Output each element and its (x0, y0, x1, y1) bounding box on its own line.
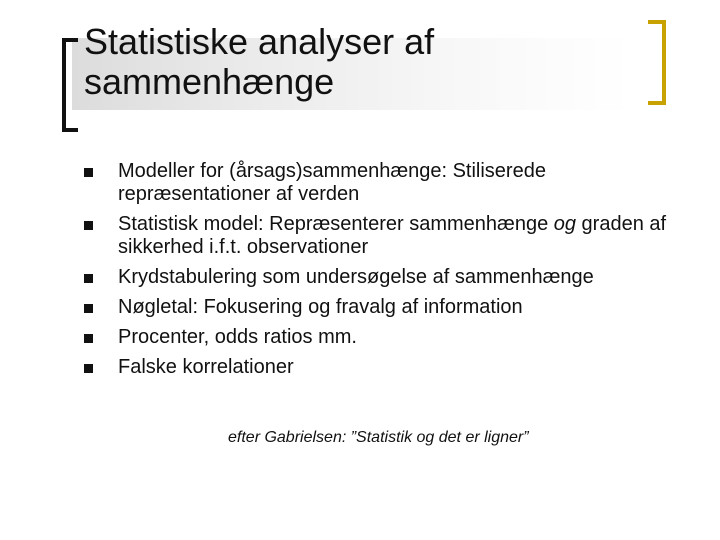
right-bracket-decoration (648, 20, 666, 105)
bullet-text: Falske korrelationer (118, 356, 294, 378)
left-bracket-decoration (62, 38, 78, 132)
bullet-text-part: graden af sikkerhed i.f.t. observationer (118, 213, 667, 258)
square-bullet-icon (84, 364, 93, 373)
bullet-text: Krydstabulering som undersøgelse af sammenhænge (118, 266, 594, 288)
square-bullet-icon (84, 168, 93, 177)
bullet-text-part: Statistisk model: Repræsenterer sammenhænge (118, 213, 554, 235)
square-bullet-icon (84, 221, 93, 230)
bullet-text: Procenter, odds ratios mm. (118, 326, 357, 348)
bullet-item (84, 296, 684, 319)
square-bullet-icon (84, 334, 93, 343)
bullet-item (84, 266, 684, 289)
bullet-list (84, 160, 684, 386)
bullet-item (84, 326, 684, 349)
bullet-text: Nøgletal: Fokusering og fravalg af information (118, 296, 523, 318)
slide-title-line-1: Statistiske analyser af (84, 21, 435, 62)
bullet-text-italic: og (553, 213, 576, 235)
square-bullet-icon (84, 274, 93, 283)
bullet-item (84, 160, 684, 206)
bullet-text: Modeller for (årsags)sammenhænge: Stiliserede repræsentationer af verden (118, 160, 546, 205)
slide-title (84, 22, 604, 102)
slide-title-line-2: sammenhænge (84, 61, 335, 102)
bullet-item (84, 213, 684, 259)
bullet-item (84, 356, 684, 379)
citation-text: efter Gabrielsen: ”Statistik og det er ligner” (228, 429, 529, 446)
square-bullet-icon (84, 304, 93, 313)
